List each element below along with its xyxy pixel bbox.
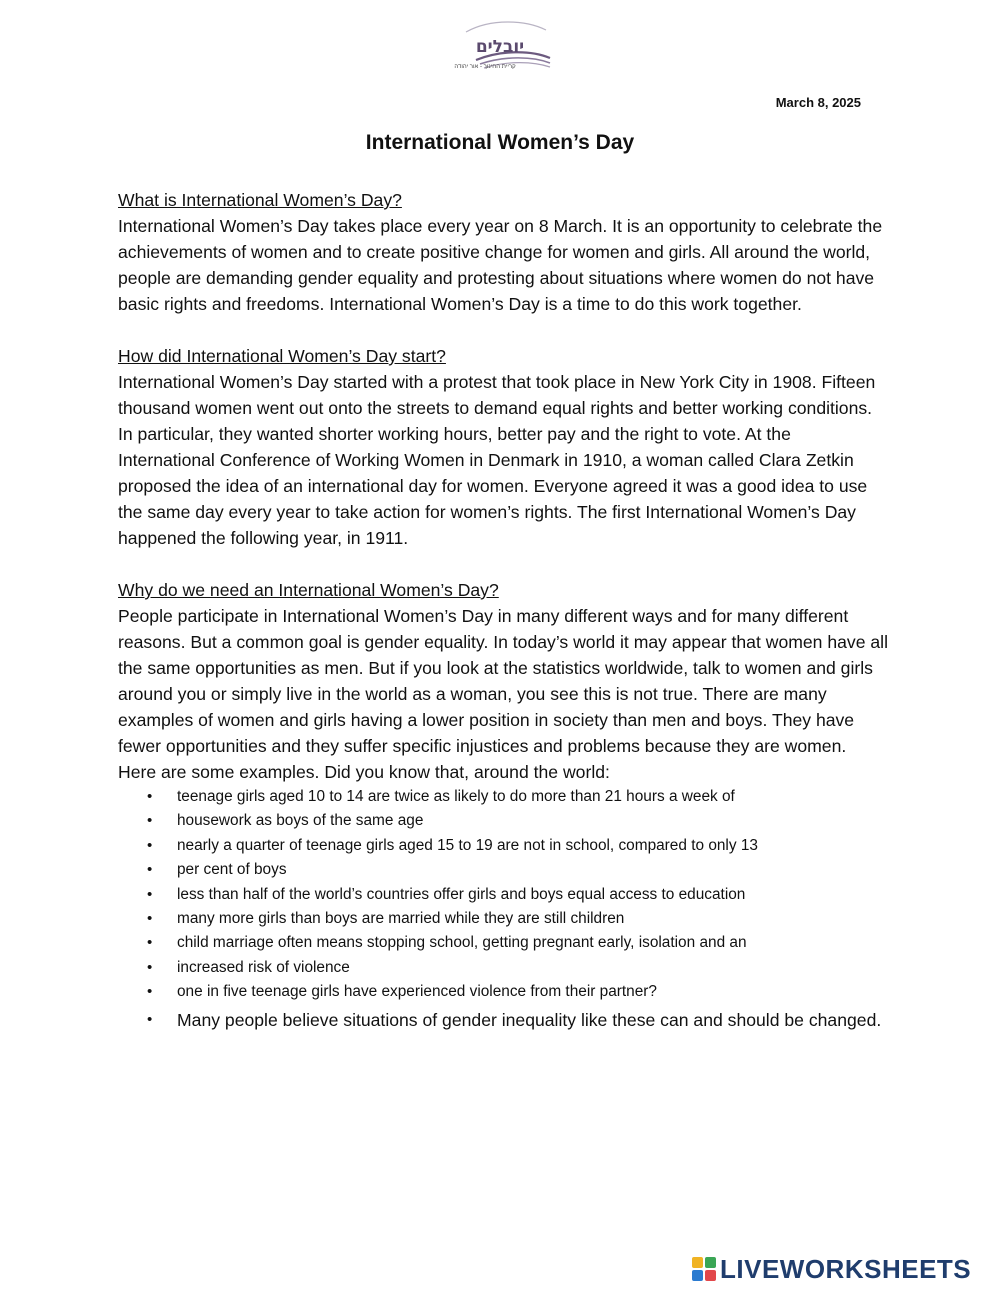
section-what-is	[118, 187, 888, 317]
bullet-icon: •	[147, 861, 153, 879]
list-item: • child marriage often means stopping school, getting pregnant early, isolation and an	[118, 931, 888, 955]
bullet-list	[118, 785, 888, 1033]
bullet-icon: •	[147, 983, 153, 1001]
bullet-icon: •	[147, 812, 153, 830]
list-item: • nearly a quarter of teenage girls aged 15 to 19 are not in school, compared to only 13	[118, 834, 888, 858]
section-paragraph: International Women’s Day started with a protest that took place in New York City in 1908. Fifteen thousand women went out onto the streets to demand equal rights and better working conditions. In particular, they wanted shorter working hours, better pay and the right to vote. At the International Conference of Working Women in Denmark in 1910, a woman called Clara Zetkin proposed the idea of an international day for women. Everyone agreed it was a good idea to use the same day every year to take action for women’s rights. The first International Women’s Day happened the following year, in 1911.	[118, 372, 876, 548]
page-title: International Women’s Day	[365, 131, 635, 154]
section-paragraph: International Women’s Day takes place every year on 8 March. It is an opportunity to celebrate the achievements of women and to create positive change for women and girls. All around the world, people are demanding gender equality and protesting about situations where women do not have basic rights and freedoms. International Women’s Day is a time to do this work together.	[118, 216, 883, 314]
bullet-icon: •	[147, 885, 153, 903]
list-item-final: • Many people believe situations of gender inequality like these can and should be changed.	[118, 1007, 888, 1033]
bullet-icon: •	[147, 1010, 153, 1028]
bullet-icon: •	[147, 934, 153, 952]
bullet-icon: •	[147, 836, 153, 854]
section-how-start	[118, 343, 888, 551]
section-paragraph: People participate in International Women’s Day in many different ways and for many different reasons. But a common goal is gender equality. In today’s world it may appear that women have all the same opportunities as men. But if you look at the statistics worldwide, talk to women and girls around you or simply live in the world as a woman, you see this is not true. There are many examples of women and girls having a lower position in society than men and boys. They have fewer opportunities and they suffer specific injustices and problems because they are women. Here are some examples. Did you know that, around the world:	[118, 606, 888, 782]
section-heading: Why do we need an International Women’s Day?	[118, 580, 499, 600]
logo-text: יובלים	[475, 37, 525, 57]
logo-subtext: קריית החינוך - אור יהודה	[454, 64, 516, 70]
liveworksheets-brand: LIVEWORKSHEETS	[720, 1253, 972, 1284]
section-heading: How did International Women’s Day start?	[118, 346, 446, 366]
bullet-icon: •	[147, 788, 153, 805]
document-body	[118, 187, 888, 1059]
list-item: • many more girls than boys are married while they are still children	[118, 907, 888, 931]
school-logo	[446, 20, 554, 80]
document-date: March 8, 2025	[775, 95, 861, 110]
liveworksheets-watermark[interactable]	[692, 1254, 971, 1284]
list-item: • housework as boys of the same age	[118, 809, 888, 833]
section-why-need	[118, 577, 888, 1033]
list-item: • less than half of the world’s countries offer girls and boys equal access to education	[118, 883, 888, 907]
liveworksheets-logo-icon	[692, 1257, 716, 1281]
list-item: • per cent of boys	[118, 858, 888, 882]
list-item: • increased risk of violence	[118, 956, 888, 980]
bullet-icon: •	[147, 958, 153, 976]
list-item: • teenage girls aged 10 to 14 are twice as likely to do more than 21 hours a week of	[118, 785, 888, 809]
bullet-icon: •	[147, 910, 153, 928]
section-heading: What is International Women’s Day?	[118, 190, 402, 210]
list-item: • one in five teenage girls have experienced violence from their partner?	[118, 980, 888, 1004]
